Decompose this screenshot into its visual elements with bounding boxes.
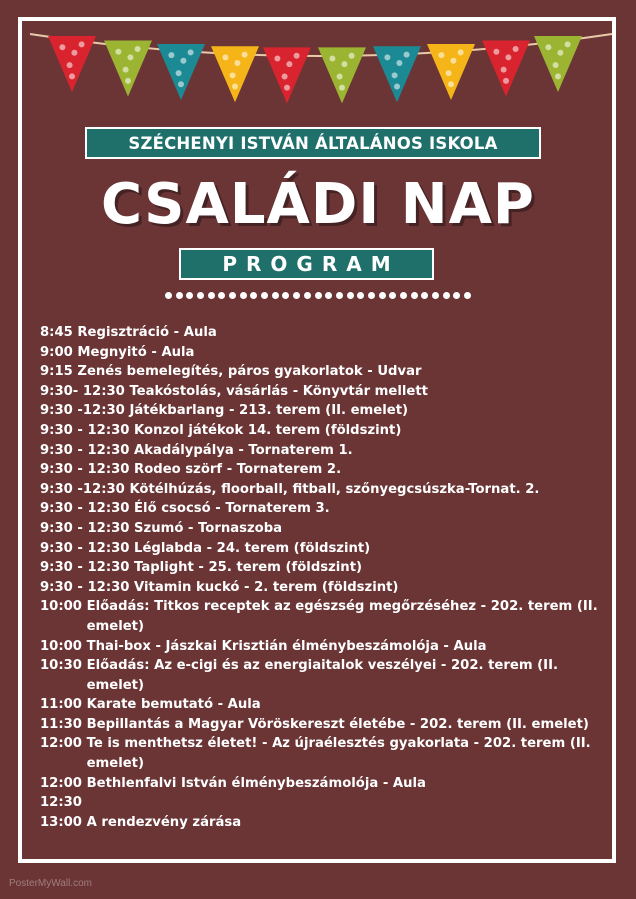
divider-dot — [304, 292, 311, 299]
schedule-event: - 12:30 Taplight - 25. terem (földszint) — [77, 560, 363, 576]
schedule-item — [40, 343, 602, 363]
schedule-time: 8:45 — [40, 325, 73, 340]
schedule-item — [40, 558, 602, 578]
schedule-event: Megnyitó - Aula — [77, 344, 195, 360]
schedule-event: Előadás: Titkos receptek az egészség megőrzéséhez - 202. terem (II. emelet) — [86, 599, 598, 634]
schedule-time: 9:30 — [40, 403, 73, 419]
divider-dot — [325, 292, 332, 299]
divider-dot — [432, 292, 439, 299]
bunting-flag — [427, 44, 475, 100]
schedule-event: A rendezvény zárása — [86, 814, 242, 830]
schedule-item — [40, 813, 602, 833]
divider-dot — [347, 292, 354, 299]
schedule-event: Bethlenfalvi István élménybeszámolója - Aula — [86, 775, 426, 791]
schedule-time: 12:00 — [40, 775, 82, 791]
schedule-event: Regisztráció - Aula — [77, 325, 217, 340]
program-label: PROGRAM — [222, 252, 400, 276]
schedule-item — [40, 362, 602, 382]
divider-dot — [261, 292, 268, 299]
divider-dot — [240, 292, 247, 299]
bunting-flag — [157, 44, 205, 100]
bunting-flag — [104, 41, 152, 97]
divider-dot — [229, 292, 236, 299]
divider-dot — [282, 292, 289, 299]
divider-dot — [315, 292, 322, 299]
schedule-time: 13:00 — [40, 814, 82, 830]
event-title: CSALÁDI NAP — [101, 172, 535, 237]
schedule-event: - 12:30 Vitamin kuckó - 2. terem (földszint) — [77, 579, 399, 595]
divider-dot — [272, 292, 279, 299]
schedule-list — [40, 323, 602, 832]
schedule-time: 9:30 — [40, 501, 73, 517]
schedule-item — [40, 421, 602, 441]
schedule-time: 9:30 — [40, 481, 73, 497]
divider-dot — [357, 292, 364, 299]
schedule-event: -12:30 Kötélhúzás, floorball, fitball, szőnyegcsúszka-Tornat. 2. — [77, 481, 540, 497]
schedule-item — [40, 382, 602, 402]
divider-dot — [368, 292, 375, 299]
schedule-item — [40, 715, 602, 735]
divider-dot — [293, 292, 300, 299]
schedule-time: 11:00 — [40, 697, 82, 713]
program-banner — [179, 248, 434, 280]
schedule-time: 9:30 — [40, 462, 73, 478]
divider-dot — [453, 292, 460, 299]
divider-dot — [411, 292, 418, 299]
divider-dot — [165, 292, 172, 299]
schedule-time: 11:30 — [40, 716, 82, 732]
schedule-time: 9:30- — [40, 383, 79, 399]
schedule-item — [40, 323, 602, 343]
schedule-event — [87, 793, 602, 813]
schedule-item — [40, 401, 602, 421]
bunting-flag — [211, 46, 259, 102]
bunting-flag — [482, 41, 530, 97]
schedule-event: Bepillantás a Magyar Vöröskereszt életébe - 202. terem (II. emelet) — [86, 716, 589, 732]
schedule-item — [40, 597, 602, 636]
schedule-event: - 12:30 Akadálypálya - Tornaterem 1. — [77, 442, 353, 458]
divider-dot — [443, 292, 450, 299]
bunting-flag — [263, 47, 311, 103]
divider-dot — [379, 292, 386, 299]
schedule-item — [40, 695, 602, 715]
schedule-event: Zenés bemelegítés, páros gyakorlatok - Udvar — [77, 364, 422, 380]
schedule-time: 9:30 — [40, 442, 73, 458]
schedule-item — [40, 734, 602, 773]
schedule-item — [40, 793, 602, 813]
schedule-time: 9:30 — [40, 422, 73, 438]
schedule-time: 9:15 — [40, 364, 73, 380]
schedule-event: - 12:30 Léglabda - 24. terem (földszint) — [77, 540, 371, 556]
schedule-item — [40, 441, 602, 461]
schedule-event: Karate bemutató - Aula — [86, 697, 261, 713]
schedule-event: -12:30 Játékbarlang - 213. terem (II. emelet) — [77, 403, 409, 419]
watermark: PosterMyWall.com — [9, 878, 92, 889]
schedule-event: Te is menthetsz életet! - Az újraélesztés gyakorlata - 202. terem (II. emelet) — [86, 736, 591, 772]
schedule-time: 12:00 — [40, 736, 82, 752]
schedule-event: - 12:30 Szumó - Tornaszoba — [77, 520, 283, 536]
divider-dot — [464, 292, 471, 299]
divider-dot — [197, 292, 204, 299]
schedule-time: 10:30 — [40, 658, 82, 674]
school-name-banner — [85, 127, 541, 159]
bunting-flag — [373, 46, 421, 102]
bunting-flag — [534, 36, 582, 92]
schedule-item — [40, 774, 602, 794]
divider-dot — [176, 292, 183, 299]
schedule-event: 12:30 Teakóstolás, vásárlás - Könyvtár mellett — [82, 383, 428, 399]
divider-dot — [208, 292, 215, 299]
schedule-time: 9:30 — [40, 540, 73, 556]
schedule-event: - 12:30 Élő csocsó - Tornaterem 3. — [77, 501, 330, 517]
schedule-event: - 12:30 Konzol játékok 14. terem (földszint) — [77, 422, 402, 438]
schedule-event: Thai-box - Jászkai Krisztián élménybeszámolója - Aula — [86, 638, 487, 654]
schedule-item — [40, 656, 602, 695]
divider-dot — [186, 292, 193, 299]
schedule-item — [40, 480, 602, 500]
schedule-time: 10:00 — [40, 599, 82, 615]
schedule-item — [40, 460, 602, 480]
schedule-time: 9:30 — [40, 579, 73, 595]
schedule-item — [40, 539, 602, 559]
schedule-item — [40, 519, 602, 539]
schedule-event: - 12:30 Rodeo szörf - Tornaterem 2. — [77, 462, 342, 478]
schedule-time: 12:30 — [40, 795, 82, 811]
school-name: SZÉCHENYI ISTVÁN ÁLTALÁNOS ISKOLA — [128, 133, 498, 153]
schedule-time: 9:00 — [40, 344, 73, 360]
divider-dot — [250, 292, 257, 299]
schedule-event: Előadás: Az e-cigi és az energiaitalok veszélyei - 202. terem (II. emelet) — [86, 658, 559, 693]
divider-dot — [389, 292, 396, 299]
schedule-item — [40, 499, 602, 519]
schedule-item — [40, 578, 602, 598]
schedule-time: 9:30 — [40, 520, 73, 536]
bunting-decoration — [0, 0, 636, 125]
divider-dot — [336, 292, 343, 299]
divider-dot — [218, 292, 225, 299]
schedule-time: 9:30 — [40, 560, 73, 576]
dot-divider — [0, 289, 636, 301]
bunting-flag — [318, 47, 366, 103]
schedule-item — [40, 637, 602, 657]
divider-dot — [421, 292, 428, 299]
bunting-flag — [48, 36, 96, 92]
divider-dot — [400, 292, 407, 299]
schedule-time: 10:00 — [40, 638, 82, 654]
